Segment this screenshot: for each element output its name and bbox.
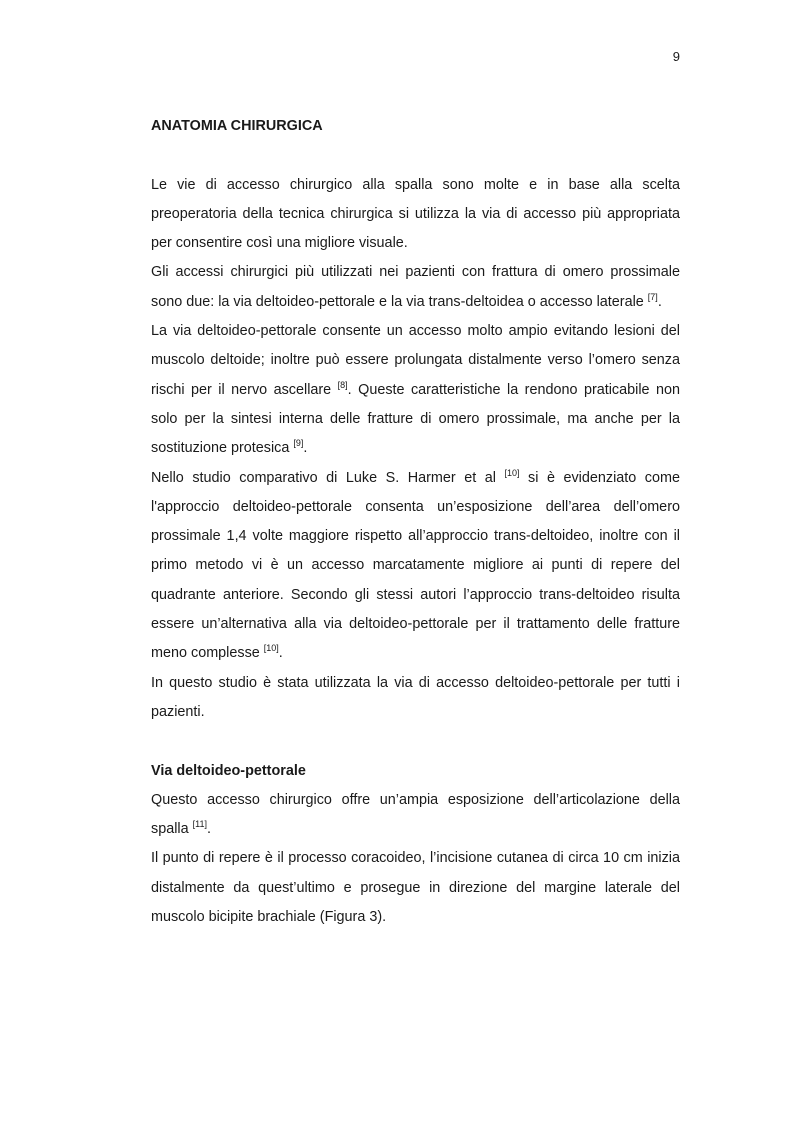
paragraph-repere: Il punto di repere è il processo coracoideo, l’incisione cutanea di circa 10 cm inizia distalmente da quest’ultimo e prosegue in direzione del margine laterale del muscolo bicipite brachiale (Figura 3). (151, 850, 680, 926)
citation-ref: [7] (647, 291, 658, 302)
paragraph-text: Nello studio comparativo di Luke S. Harmer et al (151, 469, 505, 486)
paragraph-text: si è evidenziato come l'approccio deltoideo-pettorale consenta un’esposizione dell’area dell’omero prossimale 1,4 volte maggiore rispetto all’approccio trans-deltoideo, inoltre con il primo metodo vi è un accesso marcatamente migliore ai punti di repere del quadrante anteriore. Secondo gli stessi autori l’approccio trans-deltoideo risulta essere un’alternativa alla via deltoideo-pettorale per il trattamento delle fratture meno complesse (151, 469, 680, 662)
section-title-via-deltoideo: Via deltoideo-pettorale (151, 762, 306, 779)
paragraph-text: Gli accessi chirurgici più utilizzati nei pazienti con frattura di omero prossimale sono due: la via deltoideo-pettorale e la via trans-deltoidea o accesso laterale (151, 264, 680, 310)
citation-ref: [10] (263, 643, 279, 654)
paragraph-intro: Le vie di accesso chirurgico alla spalla sono molte e in base alla scelta preoperatoria della tecnica chirurgica si utilizza la via di accesso più appropriata per consentire così una migliore visuale. (151, 176, 680, 252)
paragraph-text: Questo accesso chirurgico offre un’ampia esposizione dell’articolazione della spalla (151, 791, 680, 838)
paragraph-this-study: In questo studio è stata utilizzata la via di accesso deltoideo-pettorale per tutti i pazienti. (151, 674, 680, 720)
paragraph-end: . (657, 293, 662, 310)
paragraph-end: . (278, 645, 283, 662)
paragraph-harmer-study (151, 464, 680, 669)
section-title-anatomia: ANATOMIA CHIRURGICA (151, 118, 323, 134)
spacer (151, 727, 680, 756)
page-number: 9 (672, 49, 680, 64)
paragraph-end: . (206, 821, 211, 838)
citation-ref: [8] (337, 379, 348, 390)
spacer (151, 141, 680, 170)
paragraph-accessi (151, 258, 680, 317)
document-body (151, 112, 680, 932)
paragraph-end: . (303, 440, 308, 457)
paragraph-deltoideo (151, 317, 680, 463)
citation-ref: [9] (293, 438, 304, 449)
citation-ref: [10] (504, 467, 520, 478)
paragraph-text: La via deltoideo-pettorale consente un accesso molto ampio evitando lesioni del muscolo deltoide; inoltre può essere prolungata distalmente verso l’omero senza rischi per il nervo ascellare (151, 323, 680, 398)
citation-ref: [11] (192, 819, 207, 830)
paragraph-text: . Queste caratteristiche la rendono praticabile non solo per la sintesi interna delle fratture di omero prossimale, ma anche per la sostituzione protesica (151, 381, 681, 457)
paragraph-esposizione (151, 786, 680, 845)
